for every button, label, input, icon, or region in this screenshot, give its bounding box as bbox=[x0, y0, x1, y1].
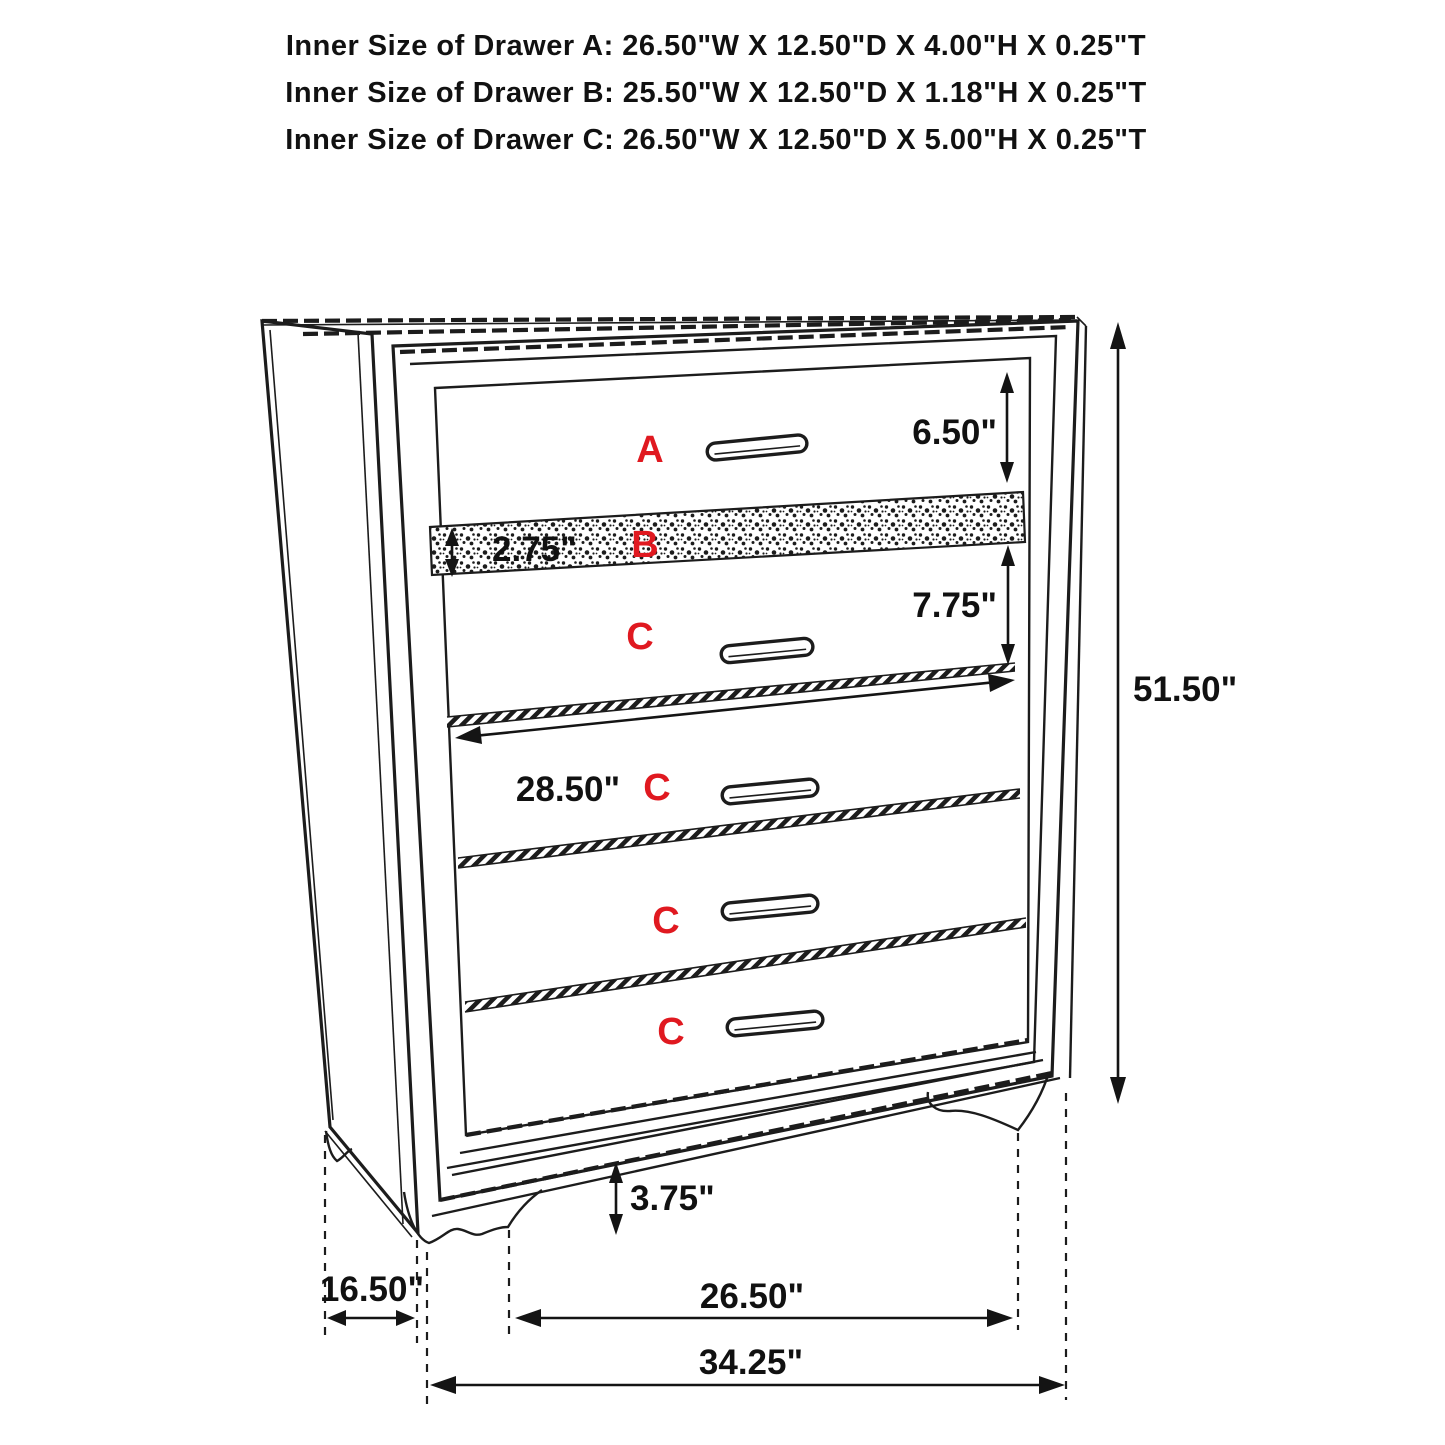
dim-label-side-depth: 16.50" bbox=[319, 1270, 425, 1309]
drawer-c3-handle bbox=[721, 894, 818, 920]
dim-label-drawer-b-height: 2.75" bbox=[492, 530, 577, 569]
dim-label-drawer-c-height: 7.75" bbox=[912, 586, 997, 625]
dim-label-inner-width: 26.50" bbox=[699, 1277, 805, 1316]
dim-label-overall-width: 34.25" bbox=[698, 1343, 804, 1382]
cabinet-drawing bbox=[262, 317, 1086, 1243]
dim-leg-height bbox=[609, 1162, 623, 1235]
dim-drawer-a-height bbox=[1000, 372, 1014, 483]
header-line-drawer-b: Inner Size of Drawer B: 25.50"W X 12.50"D X 1.18"H X 0.25"T bbox=[285, 77, 1147, 109]
side-panel bbox=[262, 321, 418, 1237]
dim-label-drawer-a-height: 6.50" bbox=[912, 413, 997, 452]
drawer-separators bbox=[447, 663, 1026, 1012]
drawer-b-label: B bbox=[631, 524, 659, 566]
drawer-c2-handle bbox=[721, 778, 818, 804]
dim-overall-height bbox=[1110, 322, 1126, 1104]
dim-side-depth bbox=[327, 1310, 415, 1326]
dimension-annotations bbox=[325, 322, 1126, 1405]
drawer-c4-label: C bbox=[657, 1011, 685, 1053]
drawer-c4-handle bbox=[726, 1010, 823, 1036]
dim-drawer-c-height bbox=[1001, 545, 1015, 665]
dim-label-leg-height: 3.75" bbox=[630, 1179, 715, 1218]
drawer-a-handle bbox=[706, 434, 807, 461]
dim-label-drawer-width: 28.50" bbox=[515, 770, 621, 809]
dim-label-overall-height: 51.50" bbox=[1133, 670, 1238, 709]
header-line-drawer-a: Inner Size of Drawer A: 26.50"W X 12.50"D X 4.00"H X 0.25"T bbox=[285, 30, 1147, 62]
front-left-leg bbox=[404, 1190, 542, 1243]
drawer-a-label: A bbox=[636, 429, 664, 471]
bottom-molding bbox=[432, 1040, 1060, 1216]
drawer-c2-label: C bbox=[643, 767, 671, 809]
drawer-c3-label: C bbox=[652, 900, 680, 942]
drawer-c1-label: C bbox=[626, 616, 654, 658]
drawer-c1-handle bbox=[720, 638, 813, 664]
header-line-drawer-c: Inner Size of Drawer C: 26.50"W X 12.50"D X 5.00"H X 0.25"T bbox=[285, 124, 1147, 156]
